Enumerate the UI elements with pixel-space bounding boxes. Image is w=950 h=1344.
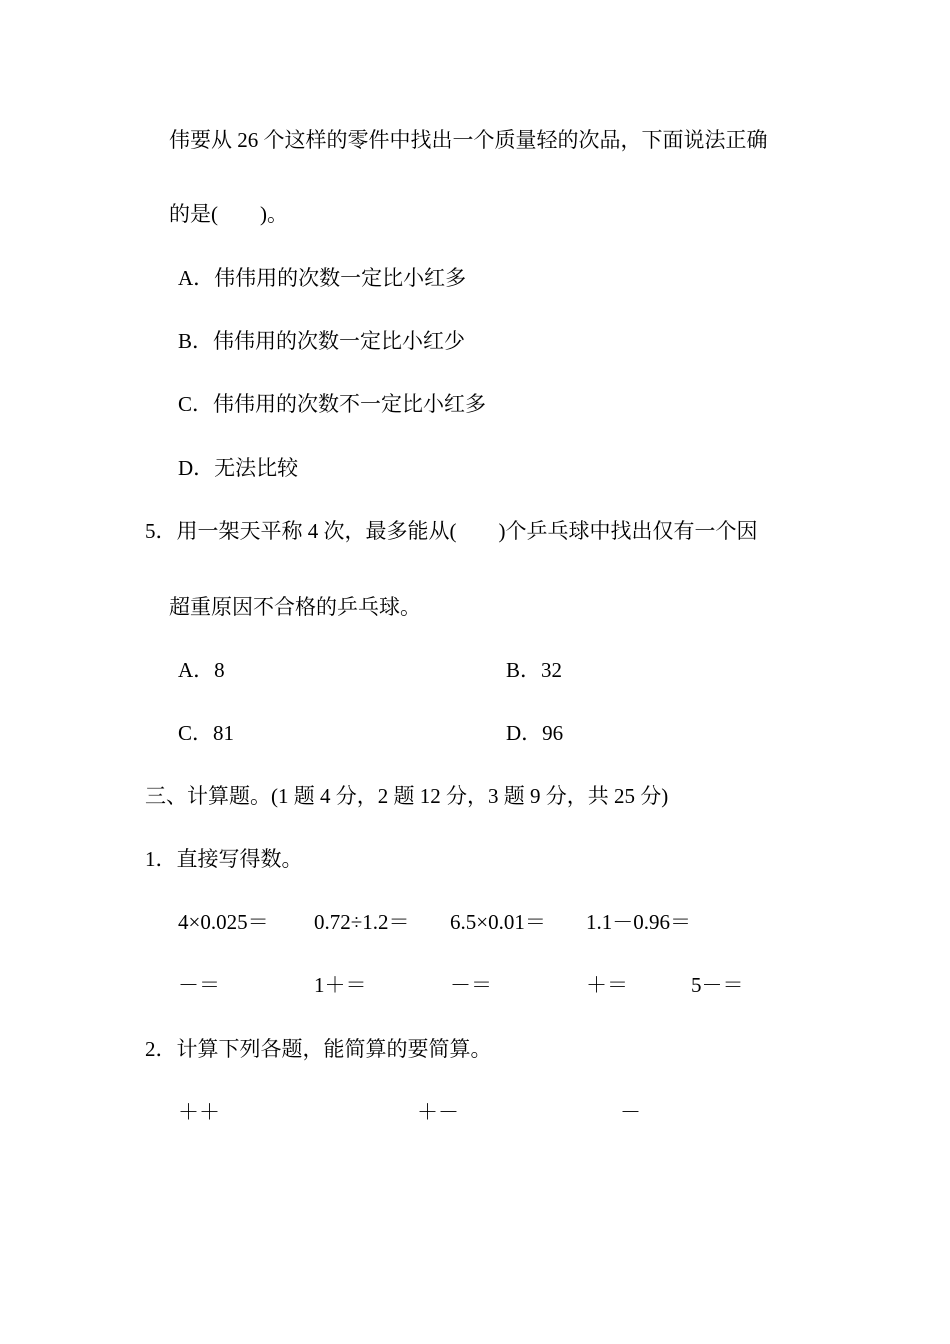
section3-q2-label: 2．计算下列各题，能简算的要简算。 [145, 1037, 492, 1061]
q5-stem-line1: 5．用一架天平称 4 次，最多能从( )个乒乓球中找出仅有一个因 [145, 519, 758, 543]
q1-expression: 0.72÷1.2＝ [314, 910, 410, 934]
q4-option-a: A．伟伟用的次数一定比小红多 [178, 266, 467, 290]
q5-stem-line2: 超重原因不合格的乒乓球。 [169, 595, 421, 619]
q5-option-d: D．96 [506, 721, 564, 745]
q4-option-b: B．伟伟用的次数一定比小红少 [178, 329, 466, 353]
q5-option-c: C．81 [178, 721, 235, 745]
q4-stem-line1: 伟要从 26 个这样的零件中找出一个质量轻的次品，下面说法正确 [169, 128, 768, 152]
q4-option-c: C．伟伟用的次数不一定比小红多 [178, 392, 487, 416]
q5-option-a: A．8 [178, 658, 225, 682]
section3-q1-label: 1．直接写得数。 [145, 847, 303, 871]
q1-expression: 1＋＝ [314, 973, 367, 997]
q2-expression: － [620, 1100, 641, 1124]
q2-expression: ＋－ [417, 1100, 459, 1124]
q4-stem-line2: 的是( )。 [169, 202, 288, 226]
q1-expression: 5－＝ [691, 973, 744, 997]
q5-option-b: B．32 [506, 658, 563, 682]
q1-expression: 6.5×0.01＝ [450, 910, 546, 934]
q4-option-d: D．无法比较 [178, 456, 299, 480]
q1-expression: 4×0.025＝ [178, 910, 269, 934]
q1-expression: ＋＝ [586, 973, 628, 997]
q1-expression: －＝ [450, 973, 492, 997]
q1-expression: －＝ [178, 973, 220, 997]
section3-title: 三、计算题。(1 题 4 分，2 题 12 分，3 题 9 分，共 25 分) [145, 784, 669, 808]
q1-expression: 1.1－0.96＝ [586, 910, 691, 934]
q2-expression: ＋＋ [178, 1100, 220, 1124]
